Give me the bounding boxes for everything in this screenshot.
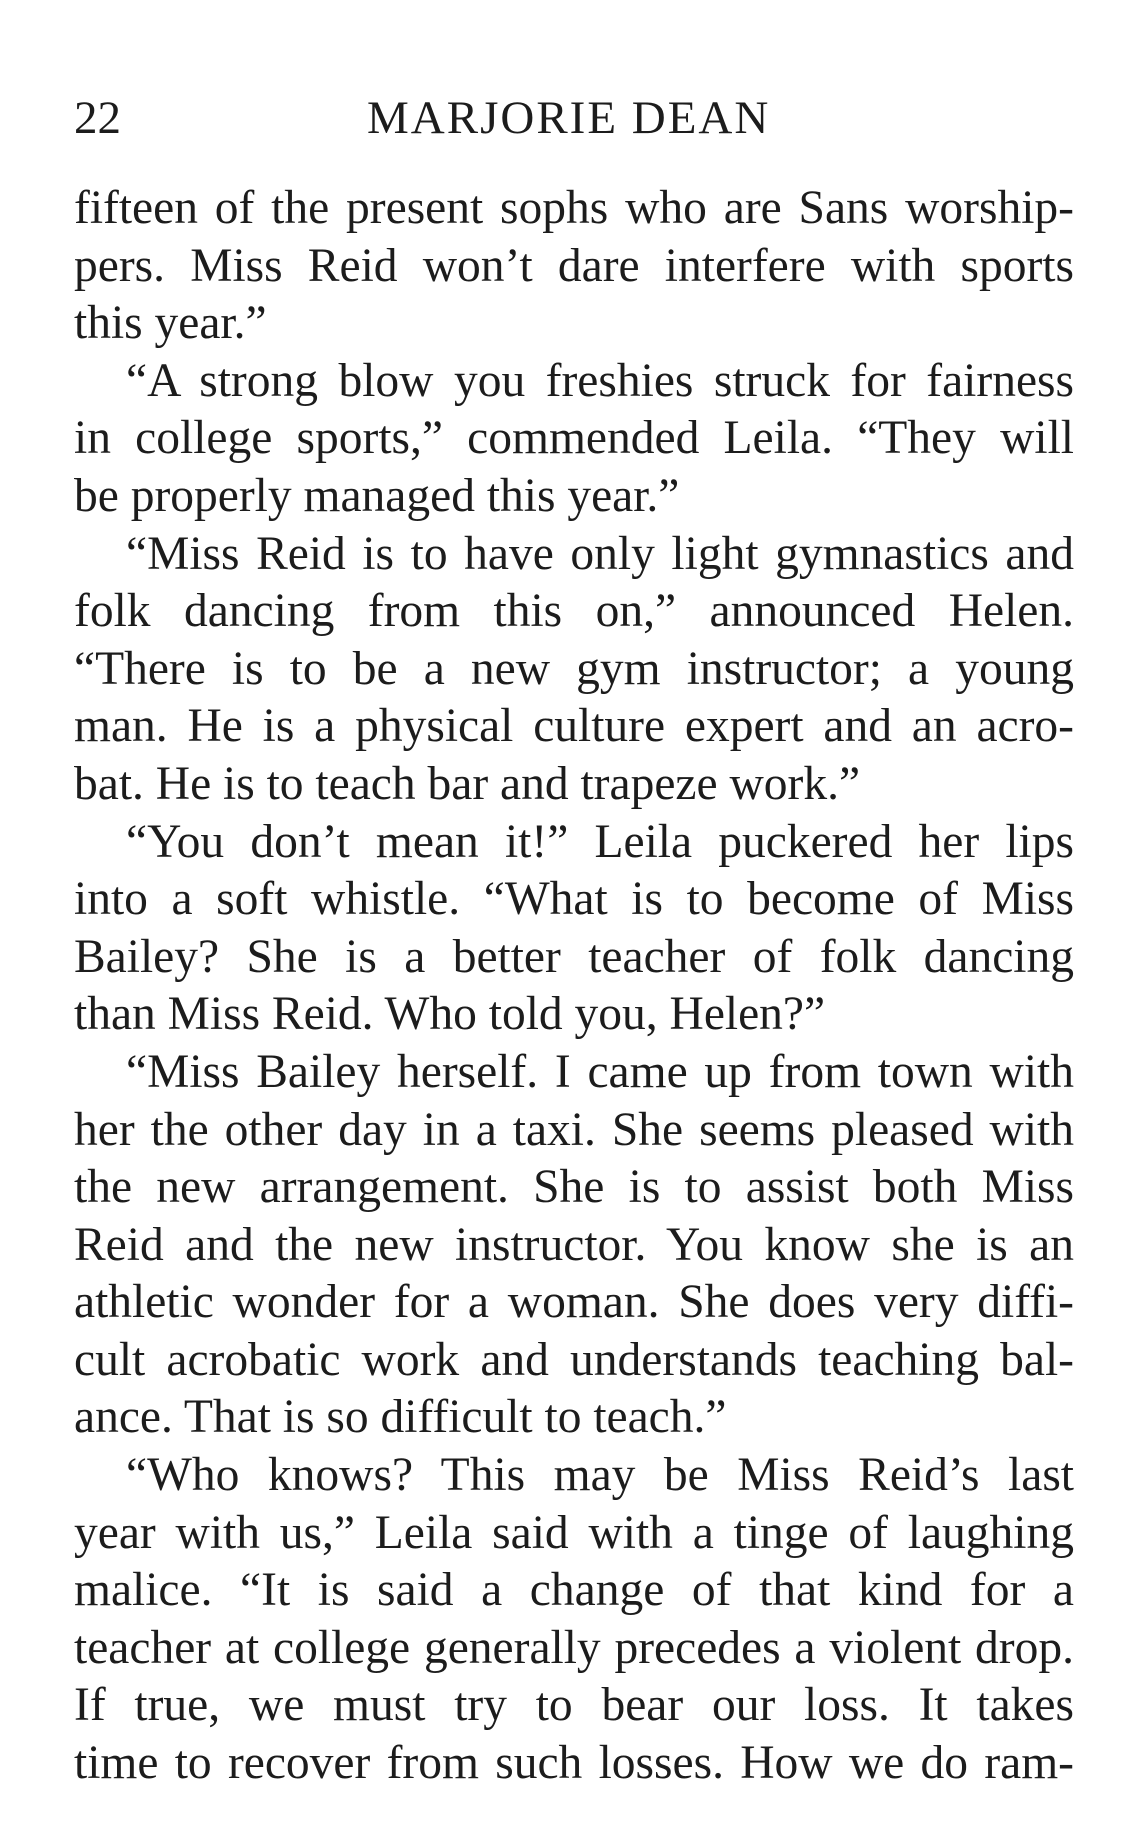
text-line: athletic wonder for a woman. She does very diffi-	[74, 1276, 1074, 1329]
text-line: Bailey? She is a better teacher of folk dancing	[74, 930, 1074, 983]
text-line: If true, we must try to bear our loss. It takes	[74, 1679, 1074, 1732]
text-line: Reid and the new instructor. You know she is an	[74, 1218, 1074, 1271]
body-text	[74, 180, 1074, 1793]
text-line: “You don’t mean it!” Leila puckered her lips	[126, 815, 1074, 868]
text-line: “A strong blow you freshies struck for fairness	[126, 354, 1074, 407]
text-line: this year.”	[74, 297, 267, 350]
text-line: the new arrangement. She is to assist both Miss	[74, 1161, 1074, 1214]
text-line: “Miss Reid is to have only light gymnastics and	[126, 527, 1074, 580]
text-line: “There is to be a new gym instructor; a young	[74, 642, 1074, 695]
text-line: ance. That is so difficult to teach.”	[74, 1391, 727, 1444]
text-line: in college sports,” commended Leila. “They will	[74, 412, 1074, 465]
text-line: malice. “It is said a change of that kind for a	[74, 1564, 1074, 1617]
text-line: than Miss Reid. Who told you, Helen?”	[74, 988, 826, 1041]
text-line: be properly managed this year.”	[74, 469, 680, 522]
text-line: folk dancing from this on,” announced Helen.	[74, 585, 1074, 638]
page-number: 22	[74, 92, 121, 144]
text-line: time to recover from such losses. How we do ram-	[74, 1737, 1074, 1790]
running-head	[74, 88, 1074, 148]
text-line: teacher at college generally precedes a violent drop.	[74, 1621, 1074, 1674]
text-line: cult acrobatic work and understands teaching bal-	[74, 1333, 1074, 1386]
text-line: “Who knows? This may be Miss Reid’s last	[126, 1449, 1074, 1502]
text-line: bat. He is to teach bar and trapeze work.”	[74, 757, 861, 810]
text-line: fifteen of the present sophs who are Sans worship-	[74, 182, 1074, 234]
text-line: “Miss Bailey herself. I came up from town with	[126, 1045, 1074, 1098]
text-line: man. He is a physical culture expert and an acro-	[74, 700, 1074, 753]
text-line: her the other day in a taxi. She seems pleased with	[74, 1103, 1074, 1156]
text-line: pers. Miss Reid won’t dare interfere with sports	[74, 239, 1074, 292]
running-title: MARJORIE DEAN	[367, 92, 771, 144]
text-line: into a soft whistle. “What is to become of Miss	[74, 873, 1074, 926]
text-line: year with us,” Leila said with a tinge of laughing	[74, 1506, 1074, 1559]
